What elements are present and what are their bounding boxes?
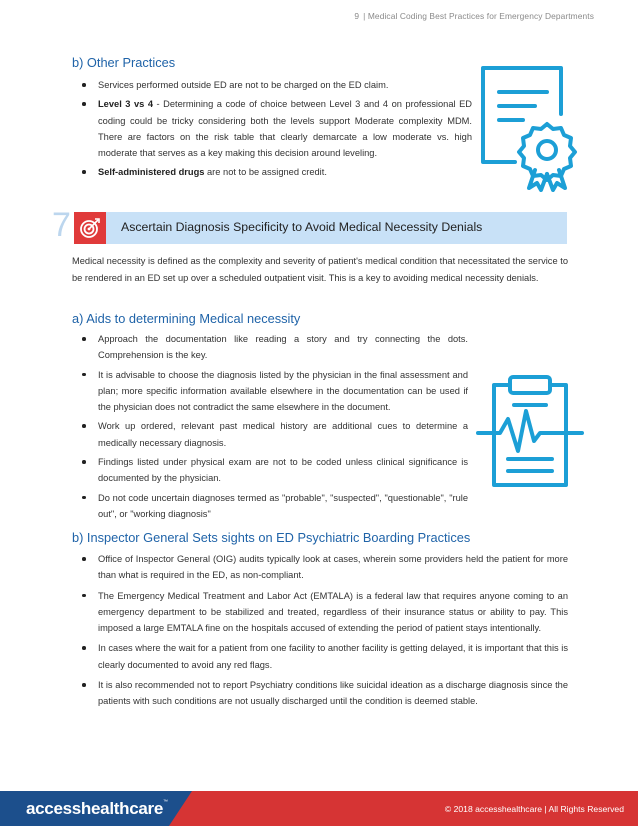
- aids-list: [80, 331, 468, 522]
- copyright-text: © 2018 accesshealthcare | All Rights Reserved: [444, 804, 624, 814]
- certificate-icon: [475, 62, 581, 192]
- section-number: 7: [52, 206, 71, 244]
- brand-logo: accesshealthcare™: [26, 799, 168, 818]
- heading-aids: a) Aids to determining Medical necessity: [72, 311, 301, 326]
- list-item: Work up ordered, relevant past medical history are additional cues to determine a medically necessary diagnosis.: [80, 418, 468, 451]
- target-icon: [74, 212, 106, 244]
- section-banner: [74, 212, 567, 244]
- list-item: In cases where the wait for a patient from one facility to another facility is getting delayed, it is important that this is clearly documented to avoid any red flags.: [80, 640, 568, 673]
- list-item: The Emergency Medical Treatment and Labor Act (EMTALA) is a federal law that requires anyone coming to an emergency department to be stabilized and treated, regardless of their insurance status or ability to pay. This imposed a large EMTALA fine on the hospitals accused of extending the period of patient stays intentionally.: [80, 588, 568, 637]
- list-item: Level 3 vs 4 - Determining a code of choice between Level 3 and 4 on professional ED coding could be tricky considering both the levels support Moderate complexity MDM. There are factors on the risk table that clearly demarcate a low moderate vs. high moderate that serves as a key making this decision around leveling.: [80, 96, 472, 161]
- page-number: 9: [354, 11, 360, 21]
- clipboard-icon: [474, 371, 586, 491]
- list-item: Findings listed under physical exam are not to be coded unless clinical significance is documented by the physician.: [80, 454, 468, 487]
- list-item: Services performed outside ED are not to be charged on the ED claim.: [80, 77, 472, 93]
- document-title: | Medical Coding Best Practices for Emergency Departments: [363, 11, 594, 21]
- intro-paragraph: Medical necessity is defined as the complexity and severity of patient's medical condition that necessitated the service to be rendered in an ED set up over a scheduled outpatient visit. This is a key to avoiding medical necessity denials.: [72, 256, 568, 283]
- section-title: Ascertain Diagnosis Specificity to Avoid Medical Necessity Denials: [121, 220, 483, 234]
- list-item: It is also recommended not to report Psychiatry conditions like suicidal ideation as a discharge diagnosis since the patients with such conditions are not usually discharged until the condition is deemed stable.: [80, 677, 568, 710]
- page-footer: [0, 791, 638, 826]
- heading-other-practices: b) Other Practices: [72, 55, 176, 70]
- list-item: Self-administered drugs are not to be assigned credit.: [80, 164, 472, 180]
- page-header: [354, 11, 594, 21]
- psychiatric-list: [80, 551, 568, 710]
- list-item: Approach the documentation like reading a story and try connecting the dots. Comprehension is the key.: [80, 331, 468, 364]
- other-practices-list: [80, 77, 472, 181]
- list-item: Office of Inspector General (OIG) audits typically look at cases, wherein some providers held the patient for more than what is required in the ED, as non-compliant.: [80, 551, 568, 584]
- heading-psychiatric: b) Inspector General Sets sights on ED Psychiatric Boarding Practices: [72, 530, 471, 545]
- list-item: It is advisable to choose the diagnosis listed by the physician in the final assessment and plan; more specific information available elsewhere in the documentation can be used if the physician does not contradict the same elsewhere in the document.: [80, 367, 468, 416]
- list-item: Do not code uncertain diagnoses termed as "probable", "suspected", "questionable", "rule out", or "working diagnosis": [80, 490, 468, 523]
